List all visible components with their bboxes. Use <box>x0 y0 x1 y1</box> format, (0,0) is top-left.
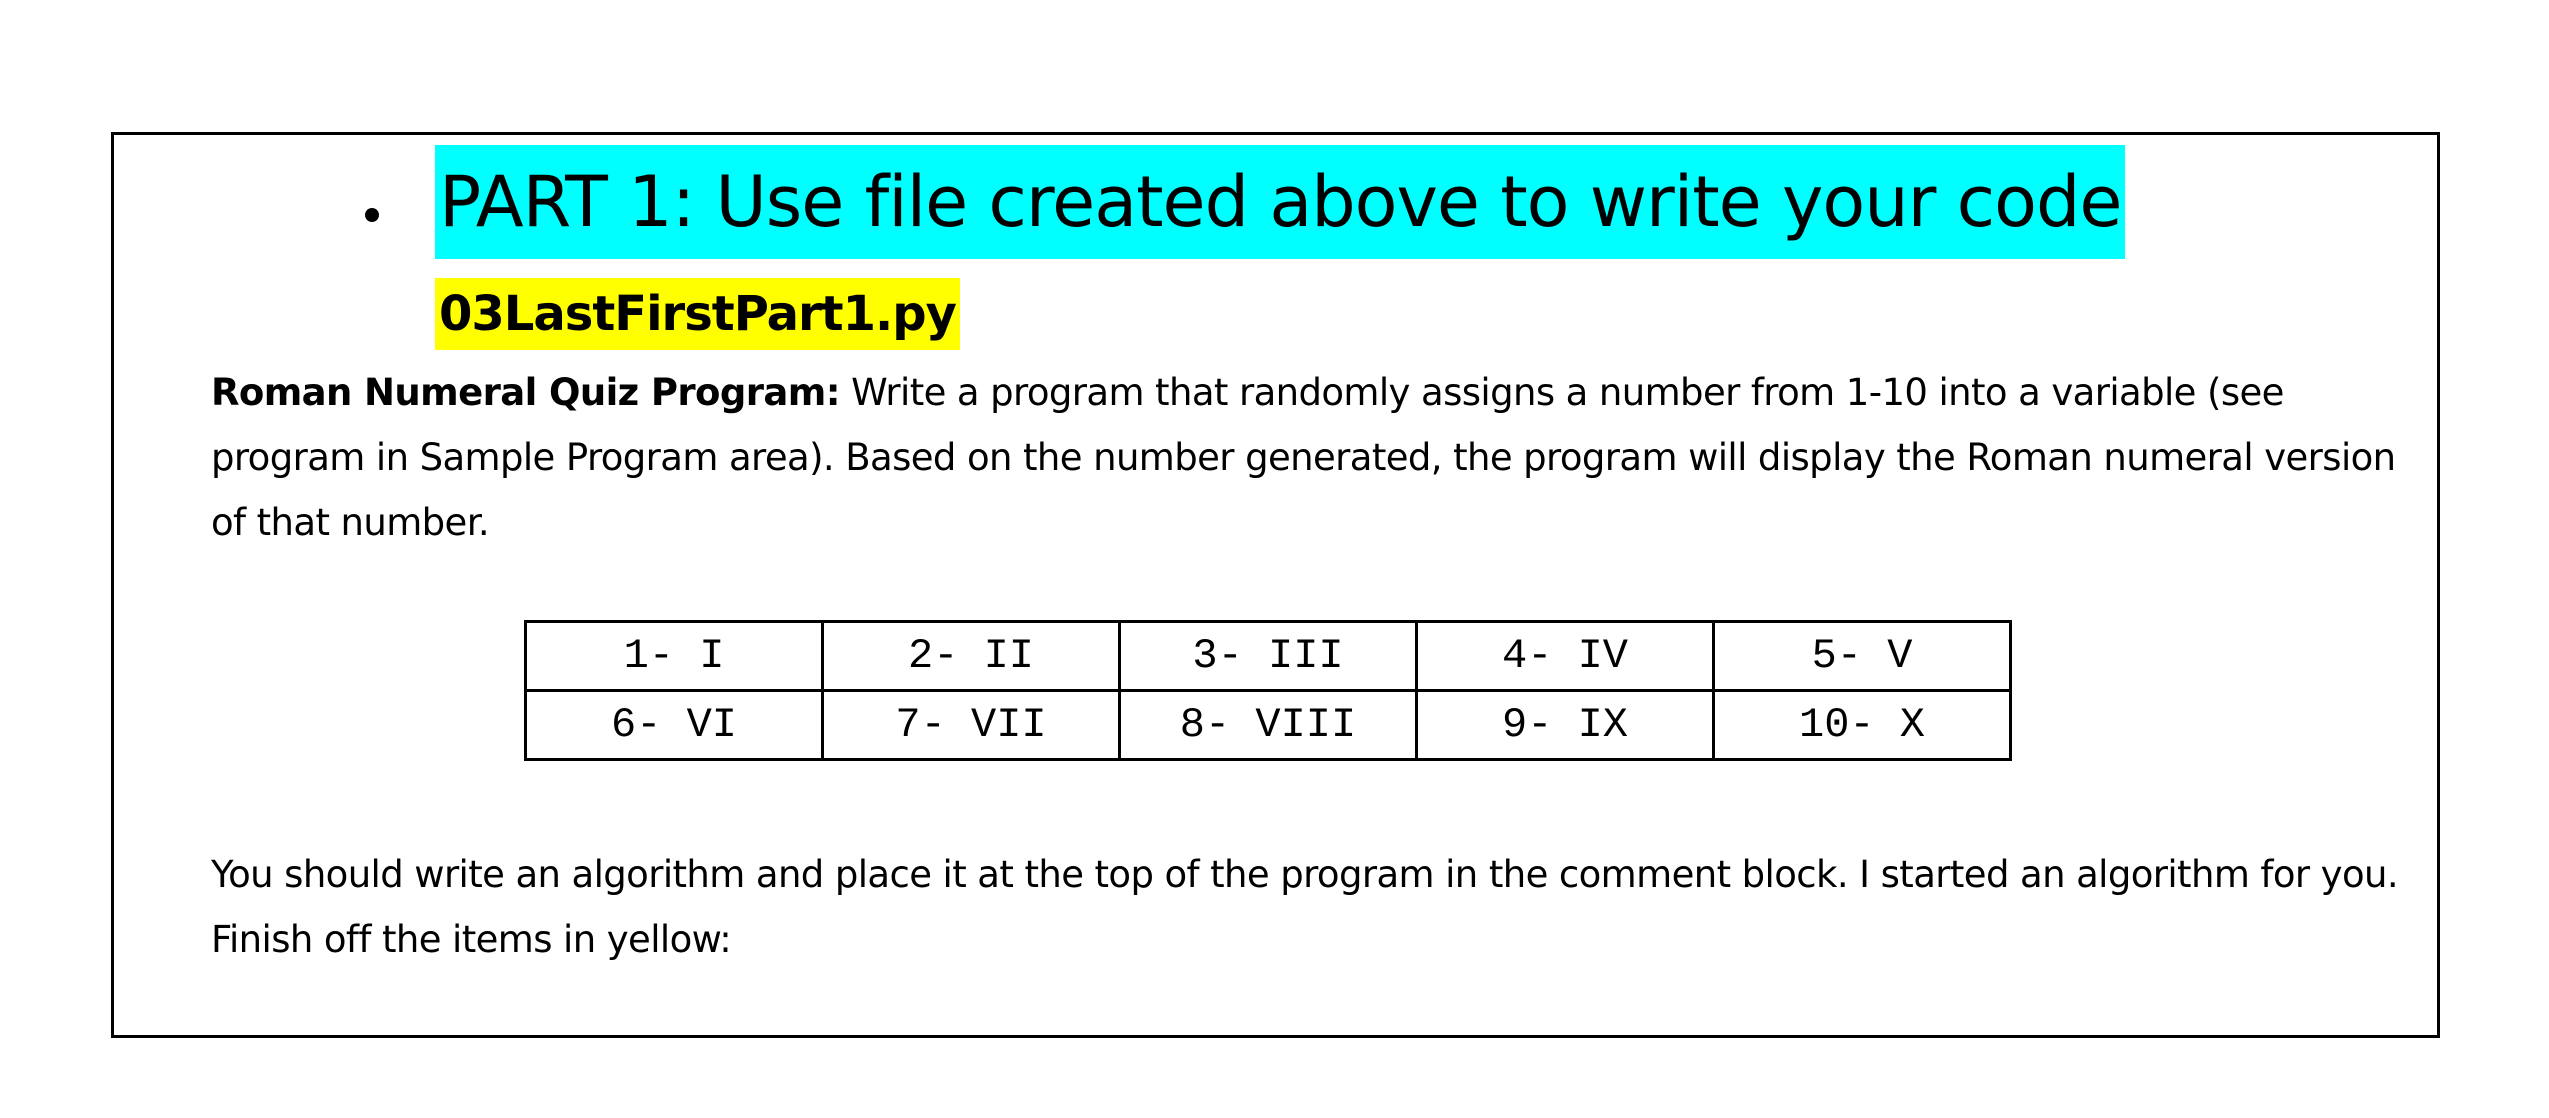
intro-paragraph <box>211 360 2411 555</box>
table-cell: 5- V <box>1714 622 2011 691</box>
filename-label: 03LastFirstPart1.py <box>435 278 960 350</box>
roman-numeral-table <box>524 620 2012 761</box>
closing-paragraph: You should write an algorithm and place it at the top of the program in the comment block. I started an algorithm for you. Finish off the items in yellow: <box>211 853 2398 961</box>
intro-text: Write a program that randomly assigns a number from 1-10 into a variable (see program in Sample Program area). Based on the number generated, the program will display the Roman numeral version of that number. <box>211 371 2396 544</box>
table-cell: 10- X <box>1714 691 2011 760</box>
table-cell: 8- VIII <box>1120 691 1417 760</box>
part-heading: PART 1: Use file created above to write your code <box>435 145 2125 259</box>
bullet-icon <box>365 208 379 222</box>
table-cell: 4- IV <box>1417 622 1714 691</box>
table-cell: 2- II <box>823 622 1120 691</box>
table-cell: 3- III <box>1120 622 1417 691</box>
table-cell: 7- VII <box>823 691 1120 760</box>
table-row <box>526 622 2011 691</box>
table-cell: 9- IX <box>1417 691 1714 760</box>
intro-lead: Roman Numeral Quiz Program: <box>211 371 840 414</box>
table-cell: 6- VI <box>526 691 823 760</box>
table-cell: 1- I <box>526 622 823 691</box>
table-row <box>526 691 2011 760</box>
